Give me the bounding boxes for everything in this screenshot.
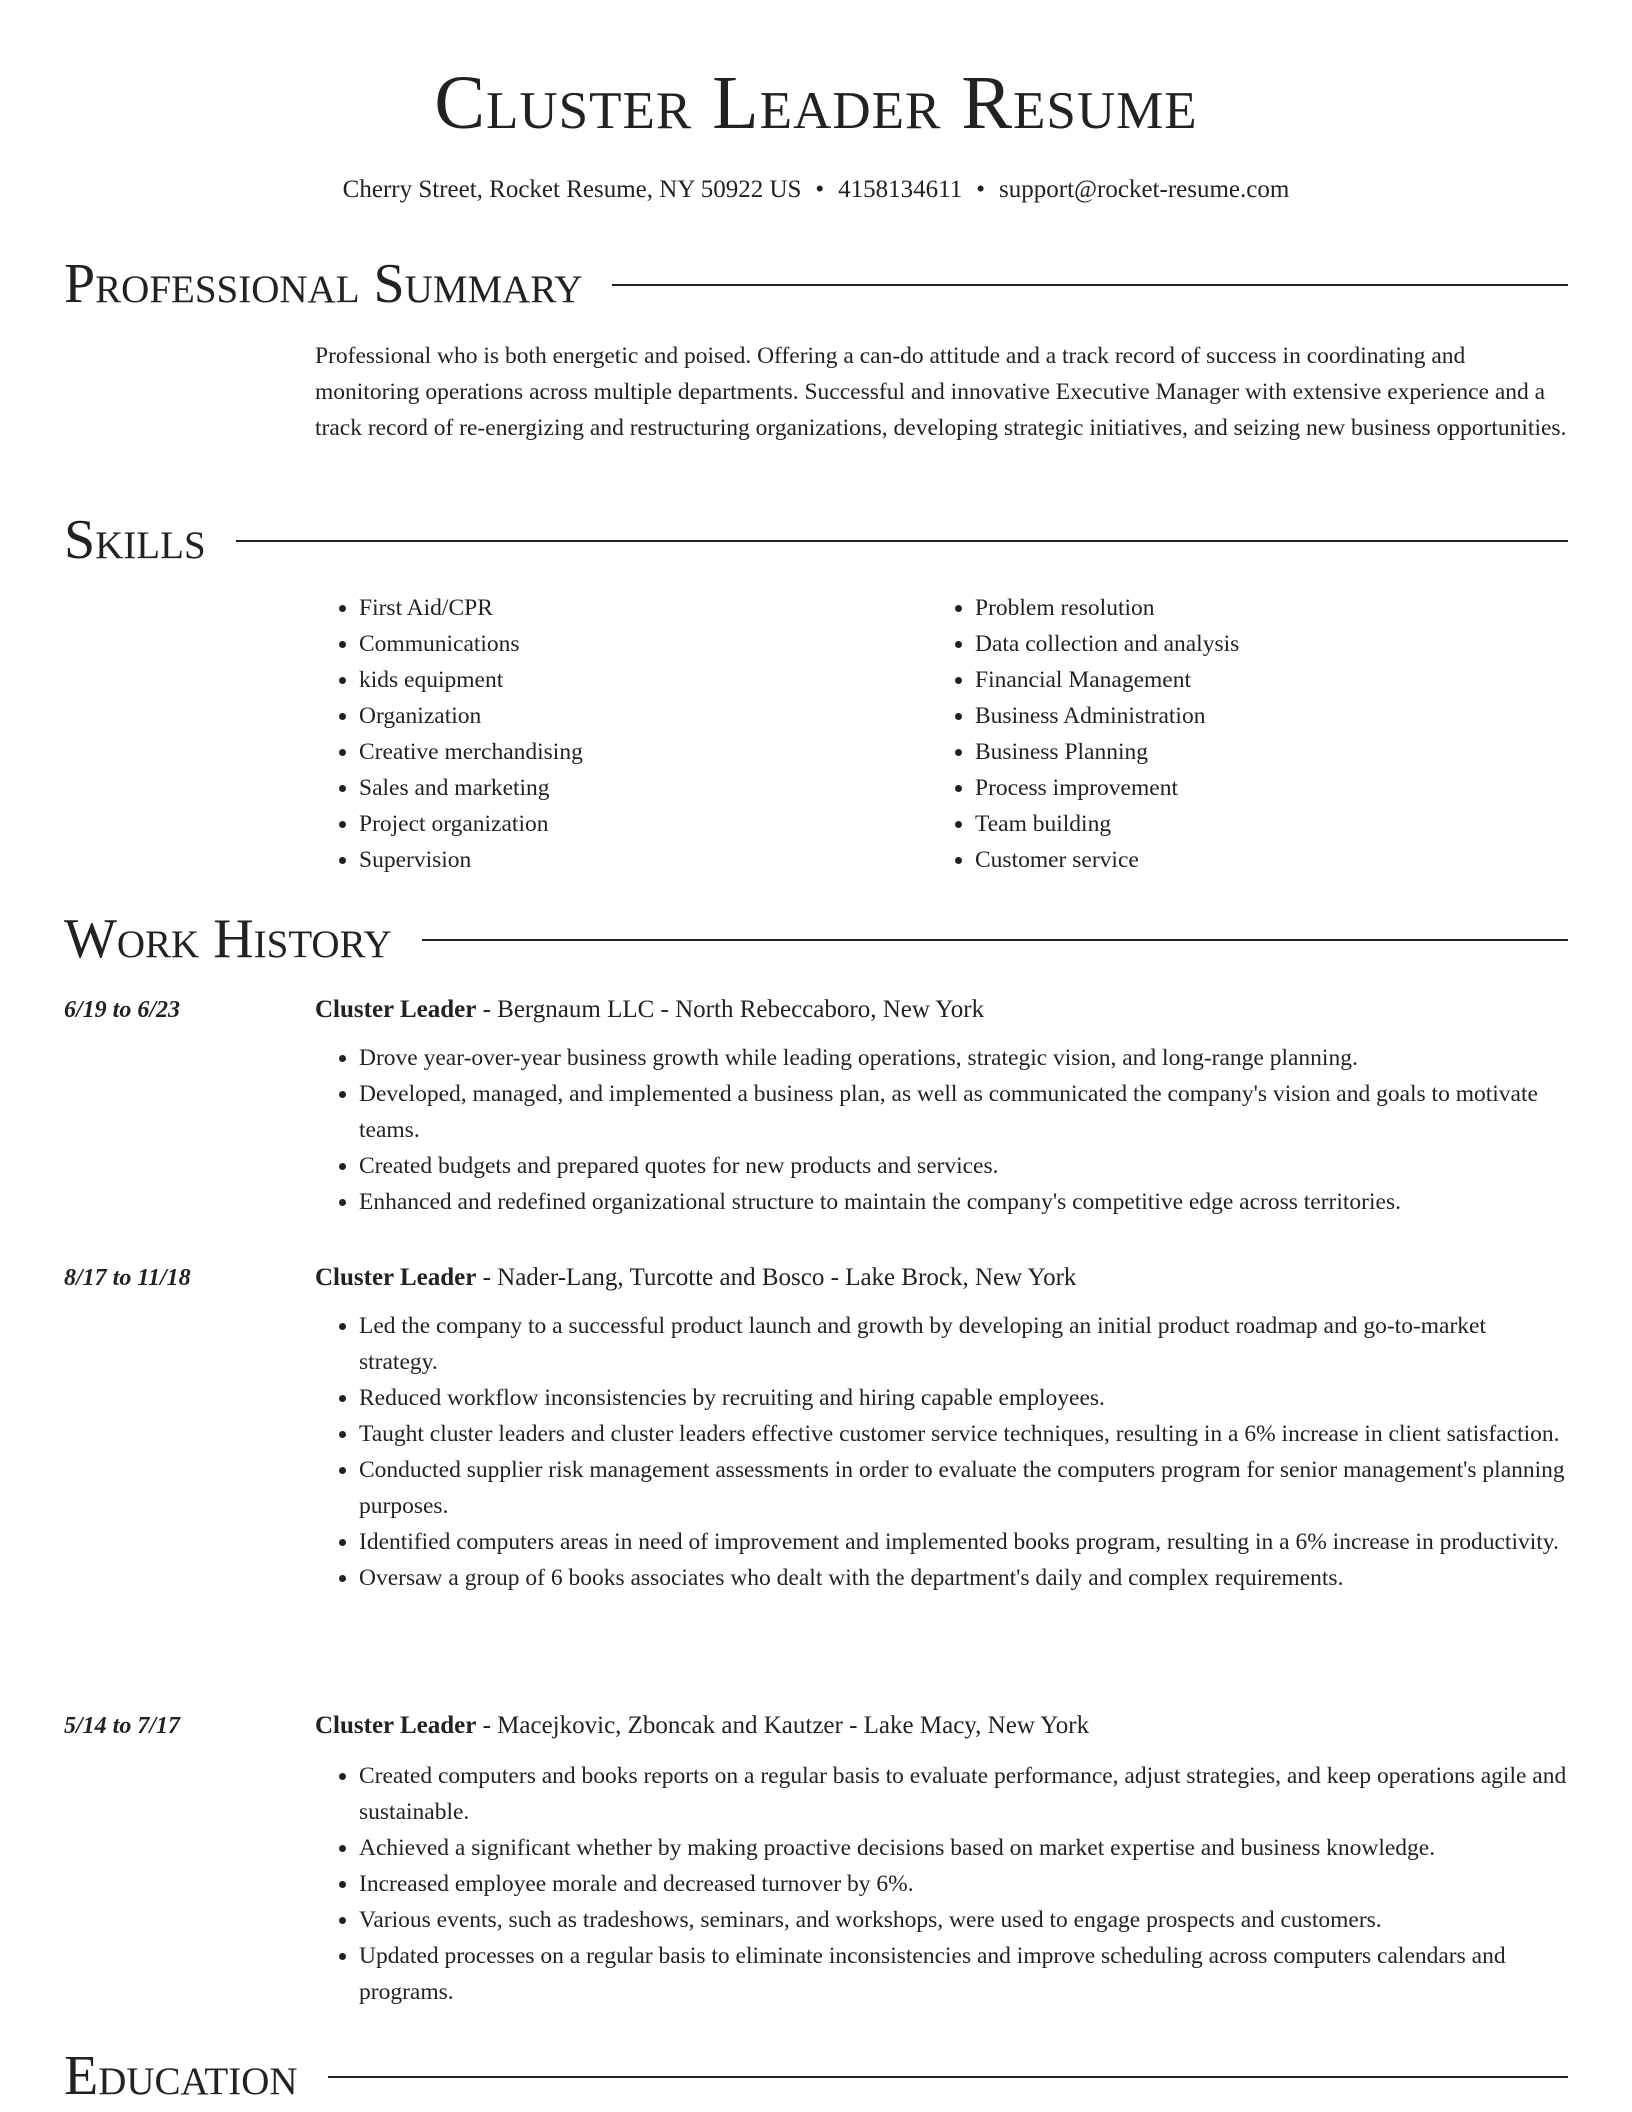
skill-item: • Organization [359,698,919,734]
skill-item: • First Aid/CPR [359,590,919,626]
skills-list-left [315,590,919,878]
job-header [315,994,984,1026]
job-header [315,1710,1089,1742]
section-heading-summary [64,252,1568,316]
section-divider [236,540,1568,542]
section-heading-skills [64,508,1568,572]
skill-item: • Sales and marketing [359,770,919,806]
job-dates: 8/17 to 11/18 [64,1265,191,1291]
section-divider [612,284,1568,286]
skill-item: • Communications [359,626,919,662]
job-company: - Bergnaum LLC - North Rebeccaboro, New York [476,996,985,1023]
job-bullets [315,1758,1570,2010]
skill-item: • Supervision [359,842,919,878]
section-divider [422,939,1568,941]
skill-item: • Data collection and analysis [975,626,1575,662]
job-bullet-item: • Achieved a significant whether by making proactive decisions based on market expertise and business knowledge. [359,1830,1570,1866]
section-title-skills: Skills [64,509,206,571]
skill-item: • Project organization [359,806,919,842]
job-company: - Nader-Lang, Turcotte and Bosco - Lake Brock, New York [476,1264,1077,1291]
section-title-work-history: Work History [64,908,392,970]
skill-item: • Business Administration [975,698,1575,734]
resume-title: Cluster Leader Resume [434,61,1198,145]
summary-text: Professional who is both energetic and poised. Offering a can-do attitude and a track record of success in coordinating and monitoring operations across multiple departments. Successful and innovative Executive Manager with extensive experience and a track record of re-energizing and restructuring organizations, developing strategic initiatives, and seizing new business opportunities. [315,343,1567,441]
job-bullet-item: • Taught cluster leaders and cluster leaders effective customer service techniques, resulting in a 6% increase in client satisfaction. [359,1416,1570,1452]
job-bullet-item: • Increased employee morale and decreased turnover by 6%. [359,1866,1570,1902]
job-bullets [315,1308,1570,1596]
skill-item: • Problem resolution [975,590,1575,626]
skill-item: • Process improvement [975,770,1575,806]
section-heading-work-history [64,907,1568,971]
section-heading-education [64,2044,1568,2108]
contact-address: Cherry Street, Rocket Resume, NY 50922 US [342,176,802,203]
job-bullets [315,1040,1570,1220]
contact-phone: 4158134611 [838,176,963,203]
job-bullet-item: • Reduced workflow inconsistencies by recruiting and hiring capable employees. [359,1380,1570,1416]
job-bullet-item: • Created budgets and prepared quotes for new products and services. [359,1148,1570,1184]
section-divider [328,2076,1568,2078]
job-role: Cluster Leader [315,1264,477,1291]
contact-email: support@rocket-resume.com [999,176,1290,203]
job-dates: 6/19 to 6/23 [64,997,181,1023]
skill-item: • Team building [975,806,1575,842]
skill-item: • Financial Management [975,662,1575,698]
job-role: Cluster Leader [315,996,477,1023]
job-bullet-item: • Various events, such as tradeshows, seminars, and workshops, were used to engage prospects and customers. [359,1902,1570,1938]
job-bullet-item: • Enhanced and redefined organizational structure to maintain the company's competitive edge across territories. [359,1184,1570,1220]
job-bullet-item: • Identified computers areas in need of improvement and implemented books program, resulting in a 6% increase in productivity. [359,1524,1570,1560]
job-bullet-item: • Conducted supplier risk management assessments in order to evaluate the computers program for senior management's planning purposes. [359,1452,1570,1524]
job-bullet-item: • Oversaw a group of 6 books associates who dealt with the department's daily and complex requirements. [359,1560,1570,1596]
job-company: - Macejkovic, Zboncak and Kautzer - Lake Macy, New York [476,1712,1090,1739]
section-title-education: Education [64,2045,298,2107]
contact-separator: • [815,176,825,203]
job-role: Cluster Leader [315,1712,477,1739]
job-bullet-item: • Developed, managed, and implemented a business plan, as well as communicated the company's vision and goals to motivate teams. [359,1076,1570,1148]
skill-item: • Customer service [975,842,1575,878]
job-bullet-item: • Drove year-over-year business growth while leading operations, strategic vision, and long-range planning. [359,1040,1570,1076]
job-header [315,1262,1076,1294]
section-title-summary: Professional Summary [64,253,583,315]
job-bullet-item: • Created computers and books reports on a regular basis to evaluate performance, adjust strategies, and keep operations agile and sustainable. [359,1758,1570,1830]
skill-item: • Creative merchandising [359,734,919,770]
job-bullet-item: • Led the company to a successful product launch and growth by developing an initial product roadmap and go-to-market strategy. [359,1308,1570,1380]
skills-list-right [931,590,1575,878]
skill-item: • Business Planning [975,734,1575,770]
skill-item: • kids equipment [359,662,919,698]
job-bullet-item: • Updated processes on a regular basis to eliminate inconsistencies and improve scheduling across computers calendars and programs. [359,1938,1570,2010]
contact-separator: • [976,176,986,203]
job-dates: 5/14 to 7/17 [64,1713,181,1739]
contact-line [0,174,1632,206]
